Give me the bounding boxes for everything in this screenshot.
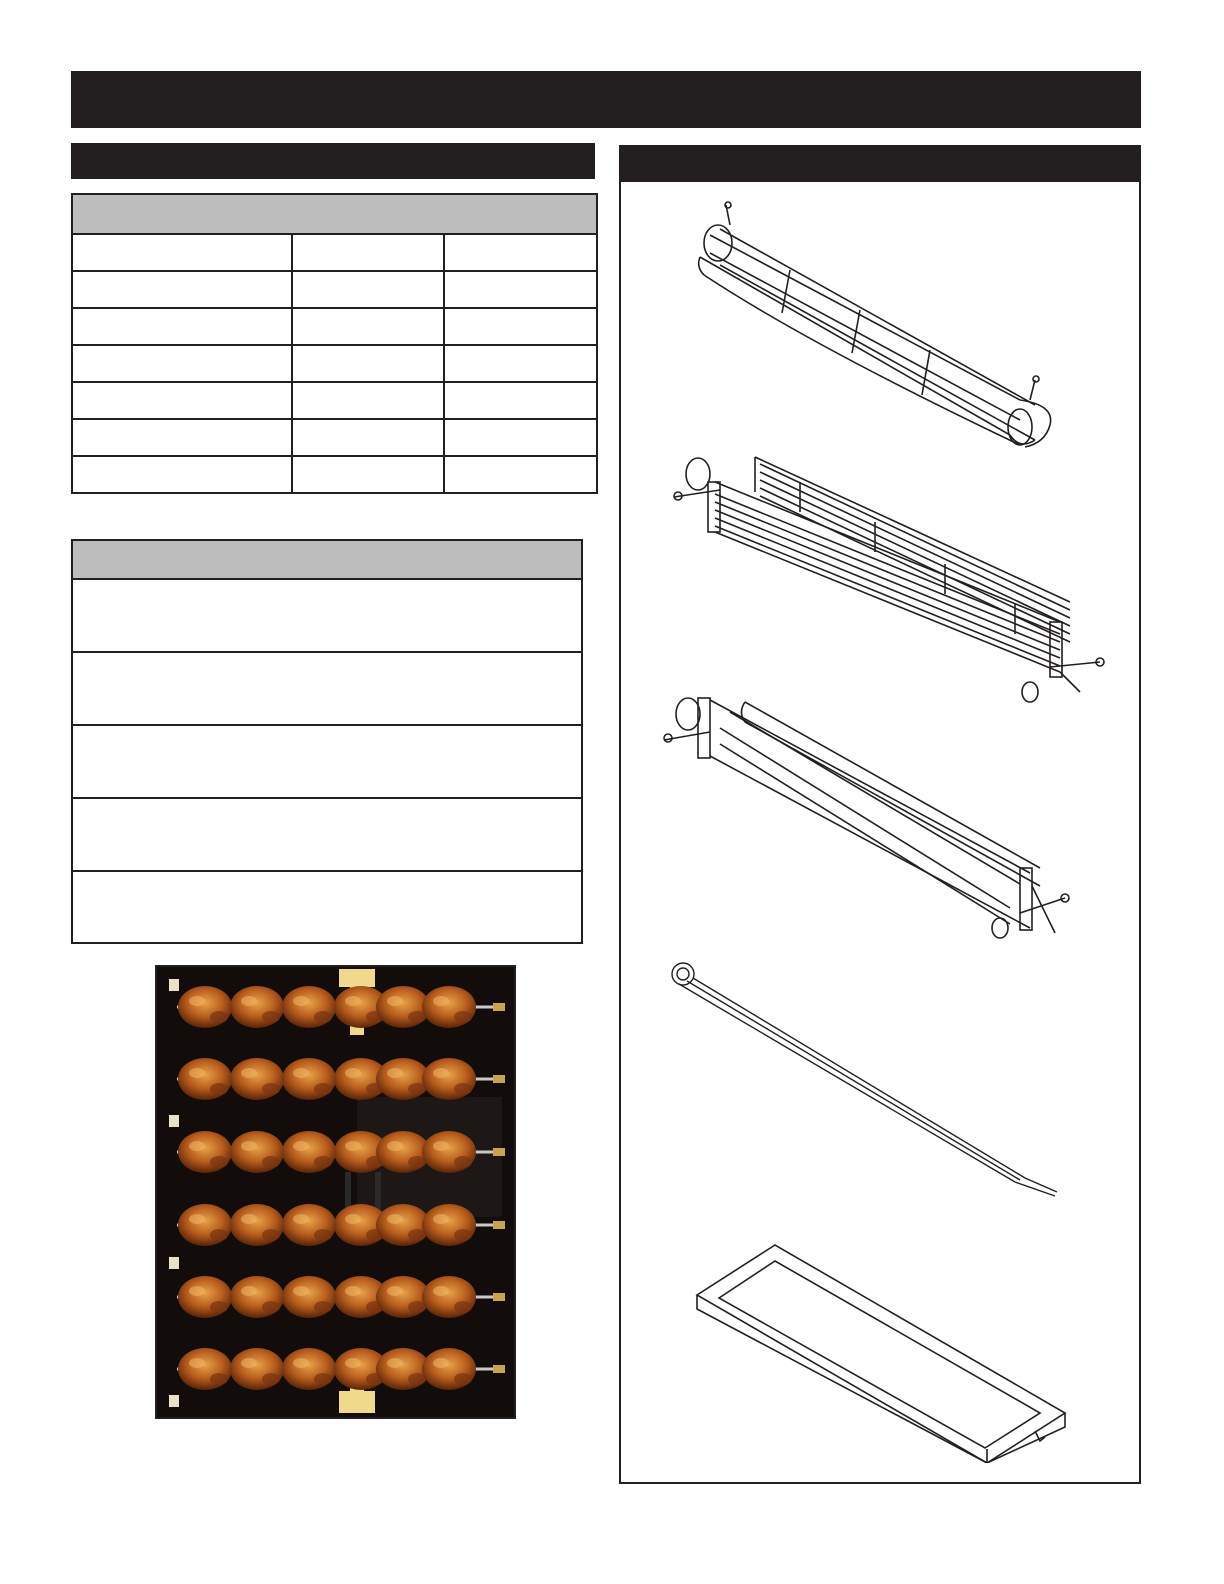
- table-cell: [444, 419, 597, 456]
- table-row: [72, 308, 597, 345]
- table-cell: [72, 308, 292, 345]
- spec-table: [71, 193, 598, 494]
- table-cell: [444, 271, 597, 308]
- table-row: [72, 419, 597, 456]
- table-cell: [292, 419, 444, 456]
- table-cell: [444, 382, 597, 419]
- table-cell: [444, 456, 597, 493]
- table-cell: [292, 271, 444, 308]
- table-cell: [72, 456, 292, 493]
- table-cell: [72, 419, 292, 456]
- table-cell: [72, 345, 292, 382]
- list-item: [73, 653, 581, 726]
- table-row: [72, 382, 597, 419]
- table-cell: [292, 456, 444, 493]
- rotisserie-photo: [155, 965, 516, 1419]
- rotisserie-photo-drawing: [157, 967, 514, 1417]
- table-cell: [292, 308, 444, 345]
- list-item: [73, 726, 581, 799]
- table-cell: [444, 308, 597, 345]
- tube-basket-icon: [690, 195, 1065, 460]
- spec-table-header-row: [72, 194, 597, 234]
- list-item: [73, 799, 581, 872]
- table-row: [72, 345, 597, 382]
- spit-rod-icon: [665, 960, 1065, 1205]
- table-cell: [292, 345, 444, 382]
- drip-pan-icon: [695, 1243, 1067, 1463]
- table-cell: [72, 271, 292, 308]
- flat-basket-icon: [670, 452, 1110, 717]
- table-row: [72, 456, 597, 493]
- table-row: [72, 234, 597, 271]
- list-item: [73, 872, 581, 945]
- list-item: [73, 580, 581, 653]
- table-row: [72, 271, 597, 308]
- right-section-heading-bar: [619, 145, 1141, 182]
- table-cell: [292, 382, 444, 419]
- table-cell: [72, 382, 292, 419]
- spec-table-header: [72, 194, 597, 234]
- options-table: [71, 539, 583, 944]
- table-cell: [444, 345, 597, 382]
- table-cell: [72, 234, 292, 271]
- v-basket-icon: [660, 688, 1080, 943]
- table-cell: [292, 234, 444, 271]
- left-section-heading-bar: [71, 143, 595, 179]
- title-bar: [71, 71, 1141, 128]
- options-table-header: [73, 541, 581, 580]
- table-cell: [444, 234, 597, 271]
